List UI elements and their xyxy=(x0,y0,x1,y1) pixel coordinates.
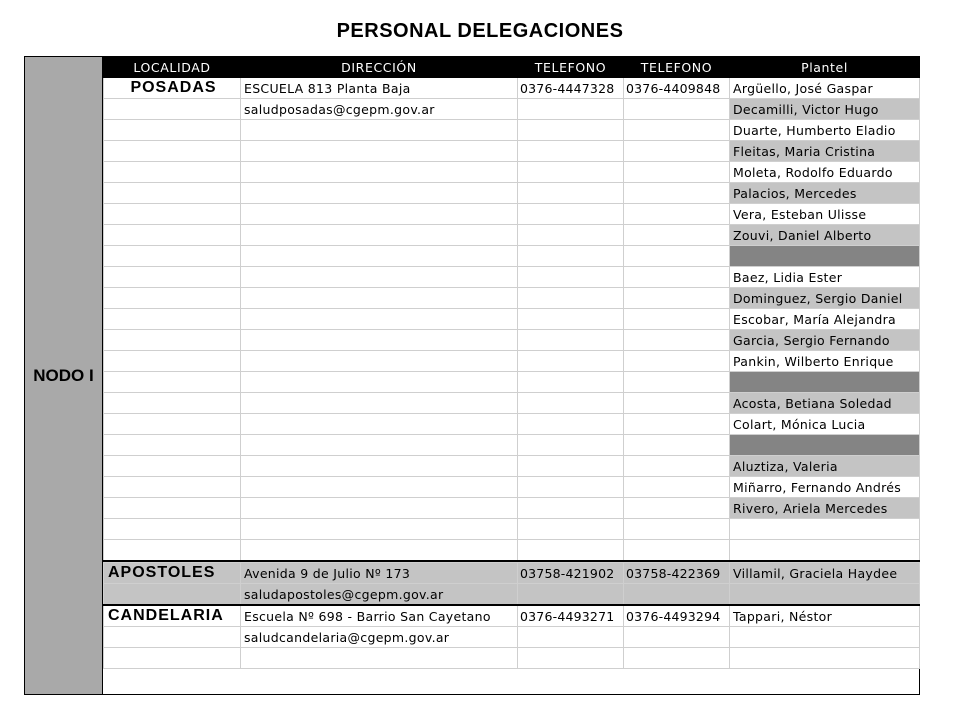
telefono-cell xyxy=(624,330,730,351)
direccion-cell xyxy=(241,519,518,540)
plantel-cell xyxy=(730,435,920,456)
direccion-cell xyxy=(241,309,518,330)
table-row xyxy=(104,162,920,183)
table-row xyxy=(104,351,920,372)
localidad-cell xyxy=(104,309,241,330)
telefono-cell xyxy=(624,288,730,309)
apostoles-email: saludapostoles@cgepm.gov.ar xyxy=(241,584,518,606)
telefono-cell xyxy=(624,540,730,562)
plantel-cell xyxy=(730,246,920,267)
telefono-cell xyxy=(624,584,730,606)
table-row xyxy=(104,99,920,120)
table-row xyxy=(104,477,920,498)
plantel-cell: Fleitas, Maria Cristina xyxy=(730,141,920,162)
table-row xyxy=(104,563,920,584)
candelaria-telefono-2: 0376-4493294 xyxy=(624,605,730,627)
table-row xyxy=(104,141,920,162)
localidad-cell xyxy=(104,627,241,648)
telefono-cell xyxy=(624,477,730,498)
telefono-cell xyxy=(518,456,624,477)
localidad-cell xyxy=(104,141,241,162)
telefono-cell xyxy=(518,372,624,393)
telefono-cell xyxy=(518,393,624,414)
direccion-cell xyxy=(241,330,518,351)
table-row xyxy=(104,648,920,669)
plantel-cell xyxy=(730,627,920,648)
plantel-cell xyxy=(730,519,920,540)
nodo-label: NODO I xyxy=(33,366,94,385)
localidad-cell xyxy=(104,648,241,669)
localidad-cell xyxy=(104,120,241,141)
telefono-cell xyxy=(624,435,730,456)
personnel-table xyxy=(103,57,920,669)
table-row xyxy=(104,414,920,435)
direccion-cell xyxy=(241,183,518,204)
localidad-cell xyxy=(104,162,241,183)
apostoles-telefono-2: 03758-422369 xyxy=(624,563,730,584)
telefono-cell xyxy=(518,120,624,141)
table-row xyxy=(104,584,920,606)
plantel-cell: Aluztiza, Valeria xyxy=(730,456,920,477)
telefono-cell xyxy=(518,267,624,288)
plantel-cell: Argüello, José Gaspar xyxy=(730,78,920,99)
direccion-cell xyxy=(241,393,518,414)
plantel-cell: Acosta, Betiana Soledad xyxy=(730,393,920,414)
telefono-cell xyxy=(518,204,624,225)
posadas-email: saludposadas@cgepm.gov.ar xyxy=(241,99,518,120)
telefono-cell xyxy=(518,162,624,183)
direccion-cell xyxy=(241,204,518,225)
table-row xyxy=(104,309,920,330)
plantel-cell: Dominguez, Sergio Daniel xyxy=(730,288,920,309)
telefono-cell xyxy=(624,225,730,246)
telefono-cell xyxy=(518,498,624,519)
telefono-cell xyxy=(624,414,730,435)
telefono-cell xyxy=(518,477,624,498)
telefono-cell xyxy=(624,141,730,162)
table-row xyxy=(104,204,920,225)
table-row xyxy=(104,225,920,246)
table-row xyxy=(104,288,920,309)
plantel-cell: Miñarro, Fernando Andrés xyxy=(730,477,920,498)
localidad-cell xyxy=(104,393,241,414)
telefono-cell xyxy=(624,498,730,519)
localidad-cell xyxy=(104,584,241,606)
telefono-cell xyxy=(518,183,624,204)
plantel-cell: Duarte, Humberto Eladio xyxy=(730,120,920,141)
telefono-cell xyxy=(624,120,730,141)
table-row xyxy=(104,605,920,627)
localidad-cell xyxy=(104,183,241,204)
plantel-cell: Tappari, Néstor xyxy=(730,605,920,627)
plantel-cell xyxy=(730,648,920,669)
telefono-cell xyxy=(624,393,730,414)
apostoles-direccion: Avenida 9 de Julio Nº 173 xyxy=(241,563,518,584)
header-plantel: Plantel xyxy=(730,58,920,78)
direccion-cell xyxy=(241,540,518,562)
plantel-cell: Pankin, Wilberto Enrique xyxy=(730,351,920,372)
localidad-cell xyxy=(104,456,241,477)
plantel-cell xyxy=(730,372,920,393)
header-telefono-1: TELEFONO xyxy=(518,58,624,78)
table-row xyxy=(104,330,920,351)
posadas-direccion: ESCUELA 813 Planta Baja xyxy=(241,78,518,99)
localidad-cell xyxy=(104,351,241,372)
telefono-cell xyxy=(624,519,730,540)
localidad-cell xyxy=(104,435,241,456)
posadas-telefono-2: 0376-4409848 xyxy=(624,78,730,99)
header-direccion: DIRECCIÓN xyxy=(241,58,518,78)
plantel-cell: Zouvi, Daniel Alberto xyxy=(730,225,920,246)
localidad-cell xyxy=(104,540,241,562)
table-row xyxy=(104,456,920,477)
direccion-cell xyxy=(241,162,518,183)
plantel-cell: Escobar, María Alejandra xyxy=(730,309,920,330)
table-row xyxy=(104,120,920,141)
localidad-cell xyxy=(104,519,241,540)
candelaria-telefono-1: 0376-4493271 xyxy=(518,605,624,627)
table-row xyxy=(104,78,920,99)
table-row xyxy=(104,246,920,267)
direccion-cell xyxy=(241,414,518,435)
plantel-cell: Decamilli, Victor Hugo xyxy=(730,99,920,120)
telefono-cell xyxy=(624,309,730,330)
direccion-cell xyxy=(241,456,518,477)
direccion-cell xyxy=(241,120,518,141)
direccion-cell xyxy=(241,477,518,498)
telefono-cell xyxy=(518,627,624,648)
localidad-cell xyxy=(104,225,241,246)
table-row xyxy=(104,393,920,414)
telefono-cell xyxy=(518,540,624,562)
localidad-cell xyxy=(104,498,241,519)
direccion-cell xyxy=(241,246,518,267)
table-row xyxy=(104,627,920,648)
table-row xyxy=(104,519,920,540)
telefono-cell xyxy=(624,99,730,120)
localidad-cell xyxy=(104,246,241,267)
localidad-cell xyxy=(104,414,241,435)
table-row xyxy=(104,540,920,562)
telefono-cell xyxy=(518,246,624,267)
direccion-cell xyxy=(241,141,518,162)
telefono-cell xyxy=(624,372,730,393)
telefono-cell xyxy=(624,183,730,204)
direccion-cell xyxy=(241,435,518,456)
table-row xyxy=(104,372,920,393)
telefono-cell xyxy=(624,204,730,225)
posadas-localidad: POSADAS xyxy=(104,78,241,99)
plantel-cell: Palacios, Mercedes xyxy=(730,183,920,204)
plantel-cell xyxy=(730,540,920,562)
telefono-cell xyxy=(624,246,730,267)
localidad-cell xyxy=(104,288,241,309)
telefono-cell xyxy=(518,309,624,330)
plantel-cell: Baez, Lidia Ester xyxy=(730,267,920,288)
table-row xyxy=(104,498,920,519)
plantel-cell: Villamil, Graciela Haydee xyxy=(730,563,920,584)
plantel-cell: Colart, Mónica Lucia xyxy=(730,414,920,435)
plantel-cell: Rivero, Ariela Mercedes xyxy=(730,498,920,519)
header-localidad: LOCALIDAD xyxy=(104,58,241,78)
telefono-cell xyxy=(518,584,624,606)
candelaria-localidad: CANDELARIA xyxy=(104,605,241,627)
table-row xyxy=(104,183,920,204)
telefono-cell xyxy=(518,414,624,435)
telefono-cell xyxy=(518,351,624,372)
header-row xyxy=(104,58,920,78)
telefono-cell xyxy=(518,99,624,120)
telefono-cell xyxy=(624,267,730,288)
apostoles-localidad: APOSTOLES xyxy=(104,563,241,584)
direccion-cell xyxy=(241,288,518,309)
direccion-cell xyxy=(241,267,518,288)
telefono-cell xyxy=(518,225,624,246)
direccion-cell xyxy=(241,372,518,393)
plantel-cell: Vera, Esteban Ulisse xyxy=(730,204,920,225)
telefono-cell xyxy=(518,330,624,351)
telefono-cell xyxy=(518,288,624,309)
plantel-cell: Moleta, Rodolfo Eduardo xyxy=(730,162,920,183)
telefono-cell xyxy=(518,435,624,456)
localidad-cell xyxy=(104,204,241,225)
telefono-cell xyxy=(518,648,624,669)
localidad-cell xyxy=(104,330,241,351)
posadas-telefono-1: 0376-4447328 xyxy=(518,78,624,99)
telefono-cell xyxy=(518,141,624,162)
candelaria-email: saludcandelaria@cgepm.gov.ar xyxy=(241,627,518,648)
table-row xyxy=(104,435,920,456)
telefono-cell xyxy=(518,519,624,540)
telefono-cell xyxy=(624,456,730,477)
plantel-cell: Garcia, Sergio Fernando xyxy=(730,330,920,351)
direccion-cell xyxy=(241,225,518,246)
direccion-cell xyxy=(241,351,518,372)
direccion-cell xyxy=(241,498,518,519)
plantel-cell xyxy=(730,584,920,606)
localidad-cell xyxy=(104,99,241,120)
localidad-cell xyxy=(104,267,241,288)
header-telefono-2: TELEFONO xyxy=(624,58,730,78)
table-row xyxy=(104,267,920,288)
localidad-cell xyxy=(104,477,241,498)
direccion-cell xyxy=(241,648,518,669)
telefono-cell xyxy=(624,627,730,648)
localidad-cell xyxy=(104,372,241,393)
telefono-cell xyxy=(624,648,730,669)
telefono-cell xyxy=(624,351,730,372)
page-title: PERSONAL DELEGACIONES xyxy=(336,20,624,42)
telefono-cell xyxy=(624,162,730,183)
apostoles-telefono-1: 03758-421902 xyxy=(518,563,624,584)
candelaria-direccion: Escuela Nº 698 - Barrio San Cayetano xyxy=(241,605,518,627)
